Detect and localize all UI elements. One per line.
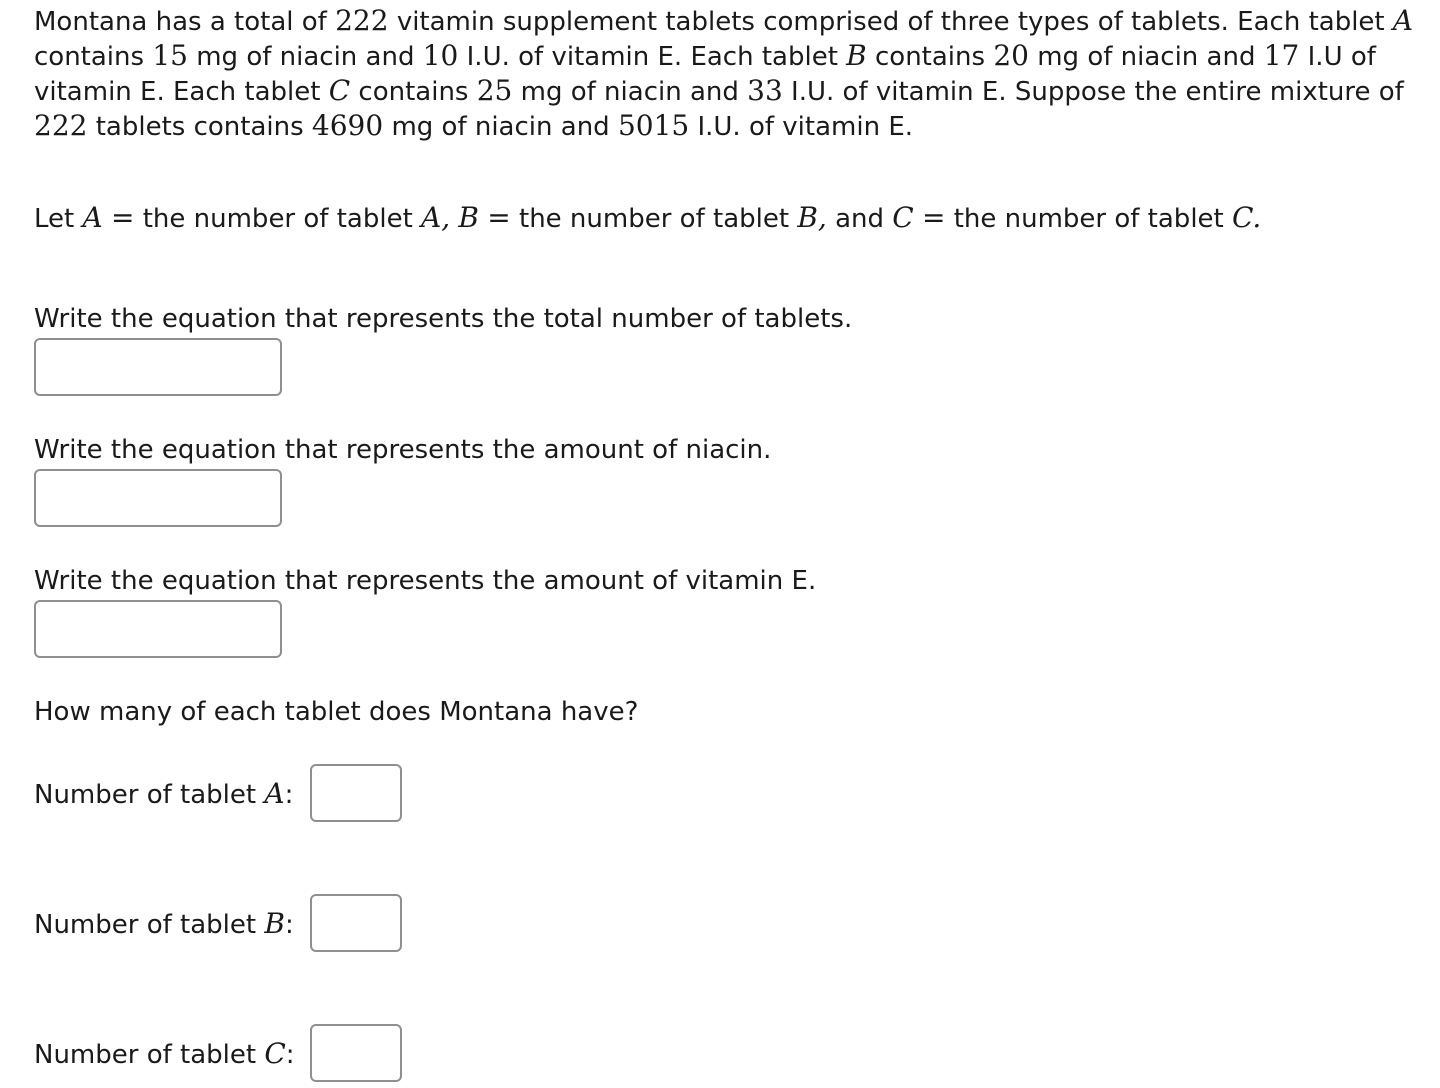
niacin-equation-label: Write the equation that represents the amount of niacin. <box>34 435 772 465</box>
tablet-a-answer-label <box>34 777 293 812</box>
problem-text: I.U. of vitamin E. <box>697 112 914 142</box>
variable-c: C <box>892 201 914 234</box>
tablet-c-niacin-value: 25 <box>476 74 513 107</box>
problem-text: contains <box>875 42 986 72</box>
niacin-equation-input[interactable] <box>34 469 282 527</box>
tablet-c-vitamin-e-value: 33 <box>747 74 783 107</box>
how-many-question: How many of each tablet does Montana have? <box>34 697 639 727</box>
tablet-c-count-input[interactable] <box>310 1024 402 1082</box>
tablet-a-niacin-value: 15 <box>152 39 188 72</box>
variable-c: C <box>264 1036 286 1070</box>
variable-a: A, <box>421 201 451 234</box>
variable-c: C. <box>1232 201 1262 234</box>
variable-b: B, <box>797 201 827 234</box>
colon: : <box>284 779 294 810</box>
problem-text: tablets contains <box>95 112 304 142</box>
problem-text: I.U. of vitamin E. Suppose the entire mixture of <box>791 77 1404 107</box>
tablet-b-count-input[interactable] <box>310 894 402 952</box>
variable-c: C <box>328 74 351 107</box>
tablet-a-count-input[interactable] <box>310 764 402 822</box>
total-vitamin-e-value: 5015 <box>617 109 690 142</box>
vitamin-e-equation-label: Write the equation that represents the amount of vitamin E. <box>34 566 817 596</box>
tablet-b-answer-row <box>34 894 414 954</box>
problem-text: Montana has a total of <box>34 7 327 37</box>
vitamin-e-equation-input[interactable] <box>34 600 282 658</box>
problem-text: I.U. of vitamin E. Each tablet <box>466 42 838 72</box>
tablet-b-answer-label <box>34 907 294 942</box>
total-equation-label: Write the equation that represents the total number of tablets. <box>34 304 853 334</box>
definition-text: and <box>835 204 884 234</box>
total-tablets-value: 222 <box>34 109 88 142</box>
problem-text: I.U of vitamin E. Each tablet <box>34 42 1376 107</box>
problem-text: contains <box>34 42 145 72</box>
variable-b: B <box>458 201 479 234</box>
problem-statement <box>34 4 1419 144</box>
total-tablets-value: 222 <box>335 4 389 37</box>
definition-text: the number of tablet <box>142 204 413 234</box>
total-equation-input[interactable] <box>34 338 282 396</box>
answer-label-text: Number of tablet <box>34 1039 257 1070</box>
problem-text: vitamin supplement tablets comprised of three types of tablets. Each tablet <box>396 7 1385 37</box>
colon: : <box>285 1039 295 1070</box>
equals-sign: = <box>110 201 135 234</box>
definition-text: Let <box>34 204 75 234</box>
equals-sign: = <box>921 201 946 234</box>
variable-a: A <box>82 201 103 234</box>
problem-text: contains <box>358 77 469 107</box>
problem-text: mg of niacin and <box>1037 42 1256 72</box>
total-niacin-value: 4690 <box>311 109 384 142</box>
tablet-a-vitamin-e-value: 10 <box>422 39 459 72</box>
tablet-b-niacin-value: 20 <box>993 39 1029 72</box>
definition-text: the number of tablet <box>519 204 790 234</box>
equals-sign: = <box>487 201 511 234</box>
answer-label-text: Number of tablet <box>34 909 257 940</box>
tablet-c-answer-row <box>34 1024 414 1084</box>
variable-b: B <box>264 906 285 940</box>
definition-text: the number of tablet <box>953 204 1224 234</box>
answer-label-text: Number of tablet <box>34 779 257 810</box>
tablet-c-answer-label <box>34 1037 295 1072</box>
variable-a: A <box>264 776 285 810</box>
problem-text: mg of niacin and <box>196 42 415 72</box>
colon: : <box>284 909 294 940</box>
variable-a: A <box>1392 4 1414 37</box>
problem-text: mg of niacin and <box>391 112 610 142</box>
variable-definitions <box>34 201 1261 236</box>
tablet-b-vitamin-e-value: 17 <box>1263 39 1300 72</box>
tablet-a-answer-row <box>34 764 414 824</box>
problem-text: mg of niacin and <box>520 77 739 107</box>
variable-b: B <box>846 39 867 72</box>
